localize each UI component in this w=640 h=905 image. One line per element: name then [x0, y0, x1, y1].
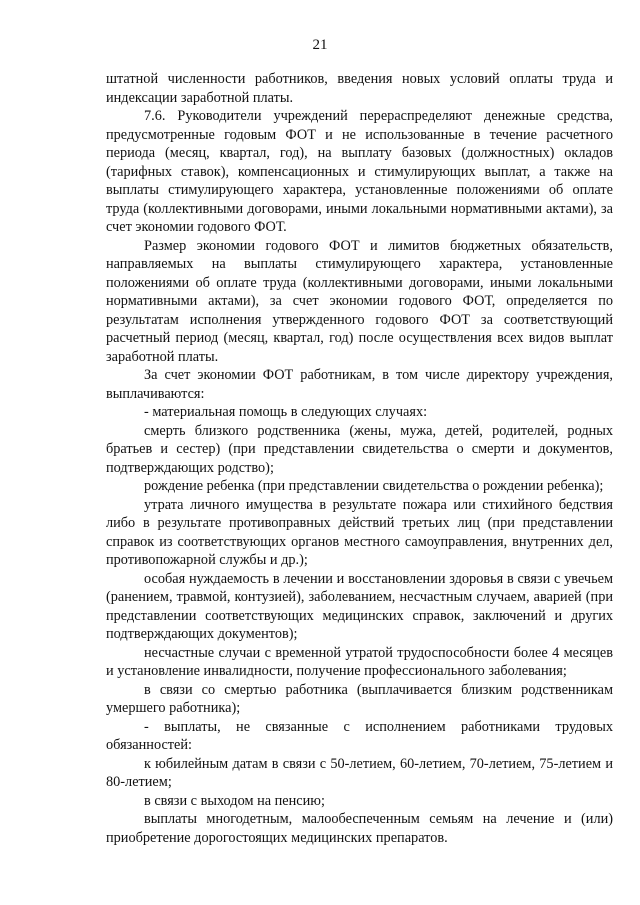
list-item-employee-death: в связи со смертью работника (выплачивается близким родственникам умершего работника);: [106, 681, 613, 716]
document-body: [106, 70, 613, 847]
list-item-large-families: выплаты многодетным, малообеспеченным семьям на лечение и (или) приобретение дорогостоящих медицинских препаратов.: [106, 811, 613, 846]
paragraph-payments-intro: За счет экономии ФОТ работникам, в том числе директору учреждения, выплачиваются:: [106, 367, 613, 402]
list-item-relative-death: смерть близкого родственника (жены, мужа, детей, родителей, родных братьев и сестер) (при представлении свидетельства о смерти и документов, подтверждающих родство);: [106, 422, 613, 476]
paragraph-clause-7-6: 7.6. Руководители учреждений перераспределяют денежные средства, предусмотренные годовым ФОТ и не использованные в течение расчетного периода (месяц, квартал, год), на выплату базовых (должностных) окладов (тарифных ставок), компенсационных и стимулирующих выплат, а также на выплаты стимулирующего характера, установленные положениями об оплате труда (коллективными договорами, иными локальными нормативными актами), за счет экономии годового ФОТ.: [106, 108, 613, 235]
list-heading-material-aid: - материальная помощь в следующих случаях:: [144, 404, 428, 420]
list-item-property-loss: утрата личного имущества в результате пожара или стихийного бедствия либо в результате противоправных действий третьих лиц (при представлении справок из соответствующих органов местного самоуправления, внутренних дел, противопожарной службы и др.);: [106, 496, 613, 568]
list-item-retirement: в связи с выходом на пенсию;: [144, 792, 325, 809]
list-item-disability: несчастные случаи с временной утратой трудоспособности более 4 месяцев и установление инвалидности, получение профессионального заболевания;: [106, 644, 613, 679]
list-item-anniversaries: к юбилейным датам в связи с 50-летием, 60-летием, 70-летием, 75-летием и 80-летием;: [106, 755, 613, 790]
list-item-child-birth: рождение ребенка (при представлении свидетельства о рождении ребенка);: [144, 478, 604, 494]
list-heading-non-work-payments: - выплаты, не связанные с исполнением работниками трудовых обязанностей:: [106, 718, 613, 753]
page-number: 21: [312, 37, 328, 53]
paragraph-continuation: штатной численности работников, введения новых условий оплаты труда и индексации заработной платы.: [106, 71, 613, 106]
list-item-medical-need: особая нуждаемость в лечении и восстановлении здоровья в связи с увечьем (ранением, травмой, контузией), заболеванием, несчастным случаем, аварией (при представлении соответствующих медицинских справок, заключений и других подтверждающих документов);: [106, 570, 613, 642]
paragraph-savings-size: Размер экономии годового ФОТ и лимитов бюджетных обязательств, направляемых на выплаты стимулирующего характера, установленные положениями об оплате труда (коллективными договорами, иными локальными нормативными актами), за счет экономии годового ФОТ, определяется по результатам исполнения утвержденного годового ФОТ за соответствующий расчетный период (месяц, квартал, год) после осуществления всех видов выплат заработной платы.: [106, 237, 613, 365]
